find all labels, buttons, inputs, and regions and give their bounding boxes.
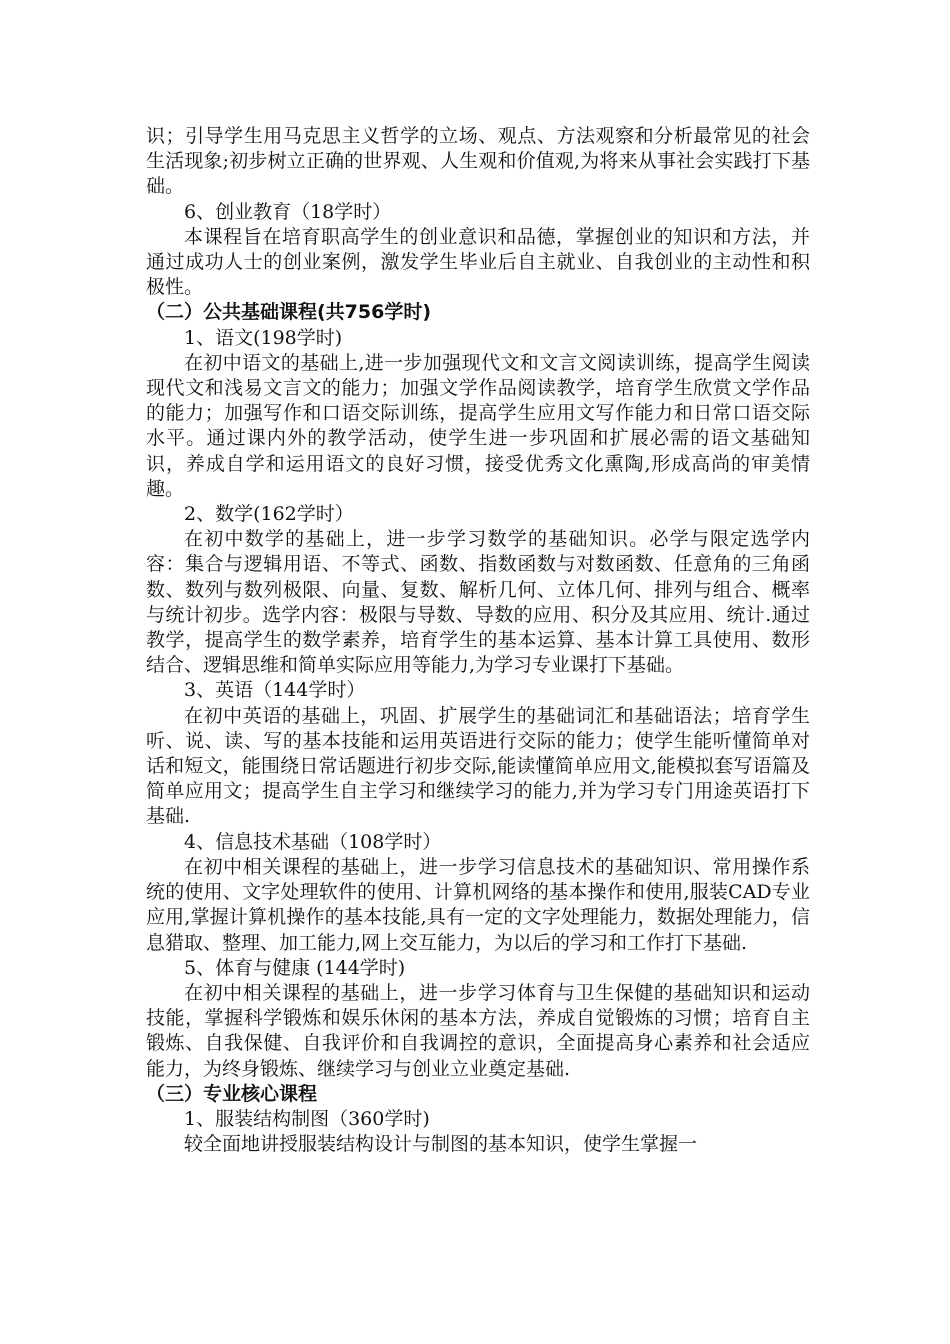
section-heading-core-courses: （三）专业核心课程 <box>146 1082 318 1105</box>
paragraph-pe-health: 在初中相关课程的基础上，进一步学习体育与卫生保健的基础知识和运动技能，掌握科学锻炼和娱乐休闲的基本方法，养成自觉锻炼的习惯；培育自主锻炼、自我保健、自我评价和自我调控的意识，全面提高身心素养和社会适应能力，为终身锻炼、继续学习与创业立业奠定基础. <box>146 981 810 1080</box>
paragraph-entrepreneurship: 本课程旨在培育职高学生的创业意识和品德，掌握创业的知识和方法，并通过成功人士的创业案例，激发学生毕业后自主就业、自我创业的主动性和积极性。 <box>146 225 810 299</box>
course-title-math: 2、数学(162学时） <box>184 503 354 526</box>
paragraph-english: 在初中英语的基础上，巩固、扩展学生的基础词汇和基础语法；培育学生听、说、读、写的基本技能和运用英语进行交际的能力；使学生能听懂简单对话和短文，能围绕日常话题进行初步交际,能读懂简单应用文,能模拟套写语篇及简单应用文；提高学生自主学习和继续学习的能力,并为学习专门用途英语打下基础. <box>146 704 810 828</box>
course-title-chinese: 1、语文(198学时) <box>184 326 343 349</box>
course-title-garment-drafting: 1、服装结构制图（360学时) <box>184 1107 430 1130</box>
paragraph-math: 在初中数学的基础上，进一步学习数学的基础知识。必学与限定选学内容：集合与逻辑用语、不等式、函数、指数函数与对数函数、任意角的三角函数、数列与数列极限、向量、复数、解析几何、立体几何、排列与组合、概率与统计初步。选学内容：极限与导数、导数的应用、积分及其应用、统计.通过教学，提高学生的数学素养，培育学生的基本运算、基本计算工具使用、数形结合、逻辑思维和简单实际应用等能力,为学习专业课打下基础。 <box>146 528 810 677</box>
section-heading-public-basic-courses: （二）公共基础课程(共756学时) <box>146 301 432 324</box>
course-title-entrepreneurship: 6、创业教育（18学时） <box>184 200 392 223</box>
course-title-it-basics: 4、信息技术基础（108学时） <box>184 830 442 853</box>
paragraph-chinese: 在初中语文的基础上,进一步加强现代文和文言文阅读训练，提高学生阅读现代文和浅易文言文的能力；加强文学作品阅读教学，培育学生欣赏文学作品的能力；加强写作和口语交际训练，提高学生应用文写作能力和日常口语交际水平。通过课内外的教学活动，使学生进一步巩固和扩展必需的语文基础知识，养成自学和运用语文的良好习惯，接受优秀文化熏陶,形成高尚的审美情趣。 <box>146 351 810 500</box>
paragraph-it-basics: 在初中相关课程的基础上，进一步学习信息技术的基础知识、常用操作系统的使用、文字处理软件的使用、计算机网络的基本操作和使用,服装CAD专业应用,掌握计算机操作的基本技能,具有一定的文字处理能力，数据处理能力，信息猎取、整理、加工能力,网上交互能力，为以后的学习和工作打下基础. <box>146 855 810 954</box>
paragraph-ideology-intro-end: 识；引导学生用马克思主义哲学的立场、观点、方法观察和分析最常见的社会生活现象;初步树立正确的世界观、人生观和价值观,为将来从事社会实践打下基础。 <box>146 125 810 198</box>
document-page <box>146 124 810 1157</box>
course-title-pe-health: 5、体育与健康 (144学时) <box>184 956 406 979</box>
paragraph-garment-drafting: 较全面地讲授服装结构设计与制图的基本知识，使学生掌握一 <box>184 1133 698 1156</box>
course-title-english: 3、英语（144学时） <box>184 679 366 702</box>
